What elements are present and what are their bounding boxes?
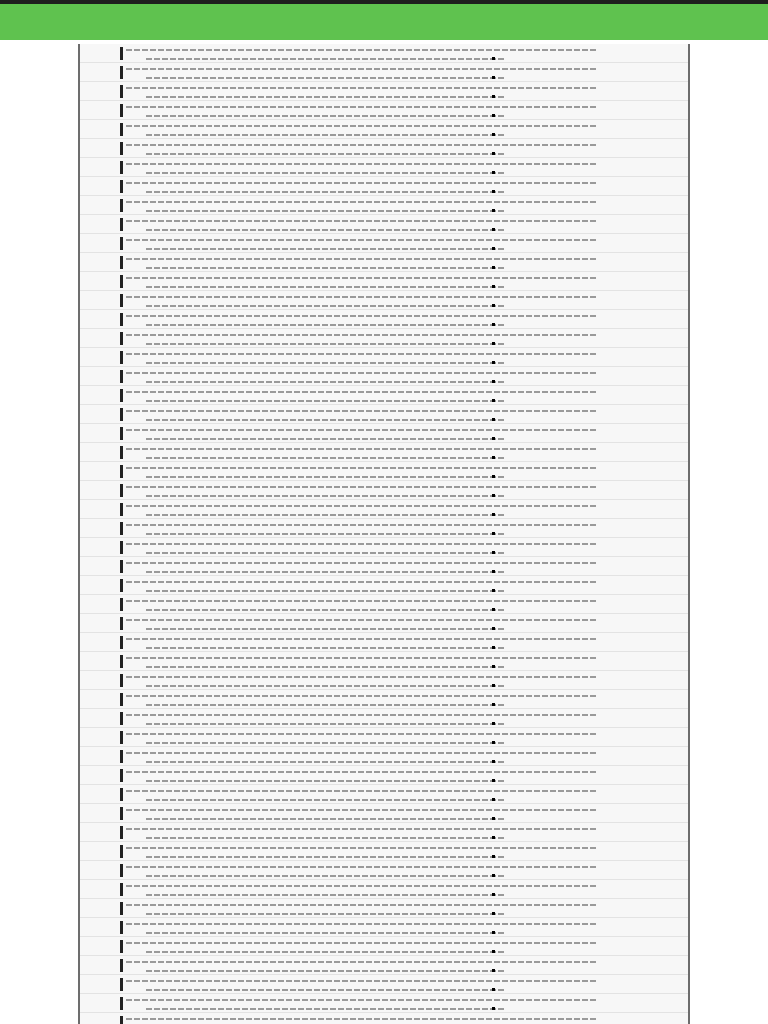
list-item-line-primary [126, 581, 596, 583]
list-item-dot [492, 684, 495, 687]
list-item-dot [492, 532, 495, 535]
list-item-dot [492, 874, 495, 877]
list-item-dot [492, 399, 495, 402]
list-item-line-secondary [146, 951, 506, 953]
list-item-dot [492, 152, 495, 155]
list-item[interactable] [80, 576, 688, 595]
list-item-line-secondary [146, 875, 506, 877]
list-item-line-secondary [146, 229, 506, 231]
list-item-line-secondary [146, 495, 506, 497]
list-item-line-secondary [146, 96, 506, 98]
list-item-marker [120, 408, 123, 421]
list-item-line-primary [126, 106, 596, 108]
list-item-dot [492, 456, 495, 459]
list-item[interactable] [80, 975, 688, 994]
list-item-line-secondary [146, 723, 506, 725]
list-item-dot [492, 722, 495, 725]
list-item-dot [492, 646, 495, 649]
list-item-line-primary [126, 182, 596, 184]
list-item-dot [492, 1007, 495, 1010]
list-item-line-secondary [146, 438, 506, 440]
list-item-line-secondary [146, 191, 506, 193]
list-item-line-secondary [146, 666, 506, 668]
list-item-marker [120, 275, 123, 288]
list-item[interactable] [80, 766, 688, 785]
list-item-line-secondary [146, 343, 506, 345]
list-item-line-primary [126, 68, 596, 70]
list-item-marker [120, 294, 123, 307]
list-item-line-secondary [146, 932, 506, 934]
list-item-marker [120, 1016, 123, 1024]
list-item-dot [492, 817, 495, 820]
list-item-line-secondary [146, 628, 506, 630]
list-item[interactable] [80, 994, 688, 1013]
list-item-line-primary [126, 790, 596, 792]
list-item[interactable] [80, 101, 688, 120]
list-item[interactable] [80, 234, 688, 253]
list-item-marker [120, 978, 123, 991]
list-item[interactable] [80, 44, 688, 63]
list-item-line-primary [126, 676, 596, 678]
list-item-marker [120, 199, 123, 212]
list-item[interactable] [80, 348, 688, 367]
list-item-dot [492, 798, 495, 801]
list-item-line-primary [126, 923, 596, 925]
list-item-dot [492, 304, 495, 307]
list-item[interactable] [80, 842, 688, 861]
list-item[interactable] [80, 823, 688, 842]
list-item-line-secondary [146, 58, 506, 60]
list-item[interactable] [80, 405, 688, 424]
list-item-marker [120, 940, 123, 953]
list-item-dot [492, 114, 495, 117]
list-item[interactable] [80, 652, 688, 671]
list-item-dot [492, 171, 495, 174]
list-item-dot [492, 551, 495, 554]
list-item-marker [120, 218, 123, 231]
list-item-line-secondary [146, 115, 506, 117]
list-item[interactable] [80, 861, 688, 880]
list-item[interactable] [80, 671, 688, 690]
list-item-marker [120, 807, 123, 820]
list-item[interactable] [80, 519, 688, 538]
list-item-marker [120, 446, 123, 459]
list-item-marker [120, 826, 123, 839]
list-item[interactable] [80, 880, 688, 899]
list-item[interactable] [80, 177, 688, 196]
list-item-line-secondary [146, 267, 506, 269]
list-item-line-primary [126, 372, 596, 374]
list-item-marker [120, 332, 123, 345]
list-item-line-primary [126, 277, 596, 279]
list-item-dot [492, 836, 495, 839]
list-item-marker [120, 769, 123, 782]
list-item-line-secondary [146, 172, 506, 174]
list-item[interactable] [80, 120, 688, 139]
list-item-marker [120, 66, 123, 79]
list-item-line-primary [126, 543, 596, 545]
list-item-marker [120, 997, 123, 1010]
list-item-marker [120, 864, 123, 877]
list-item-line-secondary [146, 305, 506, 307]
list-item-line-primary [126, 809, 596, 811]
list-item-line-secondary [146, 457, 506, 459]
list-item-dot [492, 912, 495, 915]
list-item[interactable] [80, 728, 688, 747]
list-item-dot [492, 494, 495, 497]
list-item-line-secondary [146, 837, 506, 839]
list-item-line-secondary [146, 685, 506, 687]
list-item-dot [492, 627, 495, 630]
list-item-marker [120, 522, 123, 535]
list-item-line-secondary [146, 742, 506, 744]
list-item-dot [492, 589, 495, 592]
list-item-dot [492, 475, 495, 478]
list-item-marker [120, 693, 123, 706]
list-item[interactable] [80, 82, 688, 101]
list-item-dot [492, 342, 495, 345]
list-item-dot [492, 665, 495, 668]
list-item-line-primary [126, 619, 596, 621]
list-item-dot [492, 95, 495, 98]
list-item-dot [492, 703, 495, 706]
list-item[interactable] [80, 196, 688, 215]
list-item-marker [120, 560, 123, 573]
list-item[interactable] [80, 462, 688, 481]
list-item[interactable] [80, 272, 688, 291]
list-item-line-primary [126, 448, 596, 450]
list-item-line-primary [126, 429, 596, 431]
list-item-line-primary [126, 771, 596, 773]
list-item-line-secondary [146, 514, 506, 516]
list-item-line-primary [126, 1018, 596, 1020]
list-item-line-secondary [146, 381, 506, 383]
list-item[interactable] [80, 291, 688, 310]
list-item-dot [492, 133, 495, 136]
list-item-marker [120, 636, 123, 649]
list-item-marker [120, 237, 123, 250]
list-item-line-secondary [146, 609, 506, 611]
list-item-marker [120, 465, 123, 478]
list-item-line-secondary [146, 362, 506, 364]
list-item[interactable] [80, 139, 688, 158]
list-item[interactable] [80, 158, 688, 177]
list-item-dot [492, 361, 495, 364]
list-item-line-secondary [146, 476, 506, 478]
list-item-line-primary [126, 695, 596, 697]
list-item-line-primary [126, 999, 596, 1001]
list-item-line-primary [126, 353, 596, 355]
list-item-dot [492, 228, 495, 231]
list-item-marker [120, 712, 123, 725]
list-item-line-primary [126, 562, 596, 564]
list-item[interactable] [80, 310, 688, 329]
list-item-line-secondary [146, 590, 506, 592]
list-item-line-primary [126, 885, 596, 887]
list-item-dot [492, 418, 495, 421]
list-item-marker [120, 104, 123, 117]
list-item[interactable] [80, 443, 688, 462]
list-item[interactable] [80, 215, 688, 234]
list-item-line-primary [126, 144, 596, 146]
list-item[interactable] [80, 386, 688, 405]
list-item-dot [492, 437, 495, 440]
list-item-marker [120, 142, 123, 155]
list-item-marker [120, 883, 123, 896]
list-item-marker [120, 750, 123, 763]
list-item-line-secondary [146, 248, 506, 250]
list-item-marker [120, 902, 123, 915]
list-item-line-secondary [146, 134, 506, 136]
list-item-line-secondary [146, 894, 506, 896]
list-item-line-secondary [146, 533, 506, 535]
list-item-line-primary [126, 638, 596, 640]
list-item-marker [120, 123, 123, 136]
list-item-line-primary [126, 315, 596, 317]
list-item-dot [492, 57, 495, 60]
list-item-marker [120, 85, 123, 98]
list-item-line-secondary [146, 970, 506, 972]
list-item-line-primary [126, 980, 596, 982]
list-item-marker [120, 313, 123, 326]
list-item-line-secondary [146, 153, 506, 155]
list-item[interactable] [80, 956, 688, 975]
list-item-dot [492, 190, 495, 193]
list-item-line-secondary [146, 77, 506, 79]
list-item[interactable] [80, 329, 688, 348]
list-item-marker [120, 389, 123, 402]
list-item-marker [120, 655, 123, 668]
list-item-dot [492, 988, 495, 991]
list-item-marker [120, 617, 123, 630]
list-item-line-secondary [146, 210, 506, 212]
list-item-line-secondary [146, 799, 506, 801]
list-item-line-primary [126, 733, 596, 735]
list-item-line-secondary [146, 286, 506, 288]
list-item-marker [120, 370, 123, 383]
list-item-line-secondary [146, 571, 506, 573]
list-item[interactable] [80, 500, 688, 519]
list-item-line-primary [126, 296, 596, 298]
list-item-marker [120, 503, 123, 516]
list-item-line-secondary [146, 913, 506, 915]
list-item-dot [492, 285, 495, 288]
list-item-marker [120, 256, 123, 269]
list-item-marker [120, 959, 123, 972]
list-item-dot [492, 950, 495, 953]
list-item-dot [492, 247, 495, 250]
list-item-dot [492, 893, 495, 896]
list-item-line-secondary [146, 989, 506, 991]
list-item-marker [120, 788, 123, 801]
list-item[interactable] [80, 253, 688, 272]
entries-list [78, 44, 690, 1024]
list-item-line-primary [126, 847, 596, 849]
list-item-line-primary [126, 258, 596, 260]
list-item-line-secondary [146, 780, 506, 782]
list-item[interactable] [80, 367, 688, 386]
list-item-line-primary [126, 942, 596, 944]
list-item-line-primary [126, 334, 596, 336]
list-item-line-primary [126, 201, 596, 203]
list-item-line-secondary [146, 400, 506, 402]
list-item-marker [120, 921, 123, 934]
list-item-line-primary [126, 87, 596, 89]
list-item-dot [492, 931, 495, 934]
list-item[interactable] [80, 690, 688, 709]
list-item-marker [120, 674, 123, 687]
list-item-line-secondary [146, 818, 506, 820]
list-item-dot [492, 760, 495, 763]
list-item-dot [492, 76, 495, 79]
page-header [0, 4, 768, 40]
list-item-line-primary [126, 505, 596, 507]
list-item-line-primary [126, 866, 596, 868]
list-item-line-primary [126, 239, 596, 241]
list-item-line-primary [126, 125, 596, 127]
list-item-marker [120, 161, 123, 174]
list-item-dot [492, 741, 495, 744]
list-item-line-secondary [146, 704, 506, 706]
list-item-line-secondary [146, 419, 506, 421]
list-item-marker [120, 845, 123, 858]
list-item-line-primary [126, 163, 596, 165]
list-item-marker [120, 47, 123, 60]
list-item-line-secondary [146, 552, 506, 554]
list-item[interactable] [80, 1013, 688, 1024]
list-item-dot [492, 380, 495, 383]
list-item-dot [492, 209, 495, 212]
list-item-line-secondary [146, 324, 506, 326]
list-item-line-primary [126, 220, 596, 222]
list-item[interactable] [80, 747, 688, 766]
list-item-line-primary [126, 904, 596, 906]
list-item-line-secondary [146, 1008, 506, 1010]
list-item-line-primary [126, 600, 596, 602]
list-item[interactable] [80, 614, 688, 633]
list-item-dot [492, 266, 495, 269]
list-item-line-secondary [146, 761, 506, 763]
list-item-line-primary [126, 752, 596, 754]
list-item[interactable] [80, 899, 688, 918]
list-item[interactable] [80, 595, 688, 614]
list-item-line-primary [126, 391, 596, 393]
list-item[interactable] [80, 804, 688, 823]
list-item[interactable] [80, 633, 688, 652]
list-item-dot [492, 969, 495, 972]
list-item-line-primary [126, 49, 596, 51]
list-item[interactable] [80, 538, 688, 557]
list-item-marker [120, 180, 123, 193]
list-item[interactable] [80, 481, 688, 500]
list-item[interactable] [80, 785, 688, 804]
list-item-line-primary [126, 410, 596, 412]
list-item-marker [120, 541, 123, 554]
list-item-dot [492, 323, 495, 326]
list-item-line-primary [126, 961, 596, 963]
list-item-line-secondary [146, 856, 506, 858]
list-item-line-primary [126, 467, 596, 469]
list-item-marker [120, 351, 123, 364]
list-item-dot [492, 513, 495, 516]
list-item-dot [492, 608, 495, 611]
list-item-line-secondary [146, 647, 506, 649]
list-item-marker [120, 427, 123, 440]
list-item-line-primary [126, 714, 596, 716]
list-item-line-primary [126, 486, 596, 488]
list-item[interactable] [80, 557, 688, 576]
list-item-line-primary [126, 657, 596, 659]
list-item[interactable] [80, 709, 688, 728]
list-item-line-primary [126, 524, 596, 526]
list-item-marker [120, 484, 123, 497]
list-item[interactable] [80, 937, 688, 956]
list-item-marker [120, 731, 123, 744]
list-item-marker [120, 579, 123, 592]
list-item-marker [120, 598, 123, 611]
list-item[interactable] [80, 424, 688, 443]
list-item-dot [492, 779, 495, 782]
list-item[interactable] [80, 918, 688, 937]
list-item-dot [492, 570, 495, 573]
list-item-dot [492, 855, 495, 858]
list-item-line-primary [126, 828, 596, 830]
list-item[interactable] [80, 63, 688, 82]
